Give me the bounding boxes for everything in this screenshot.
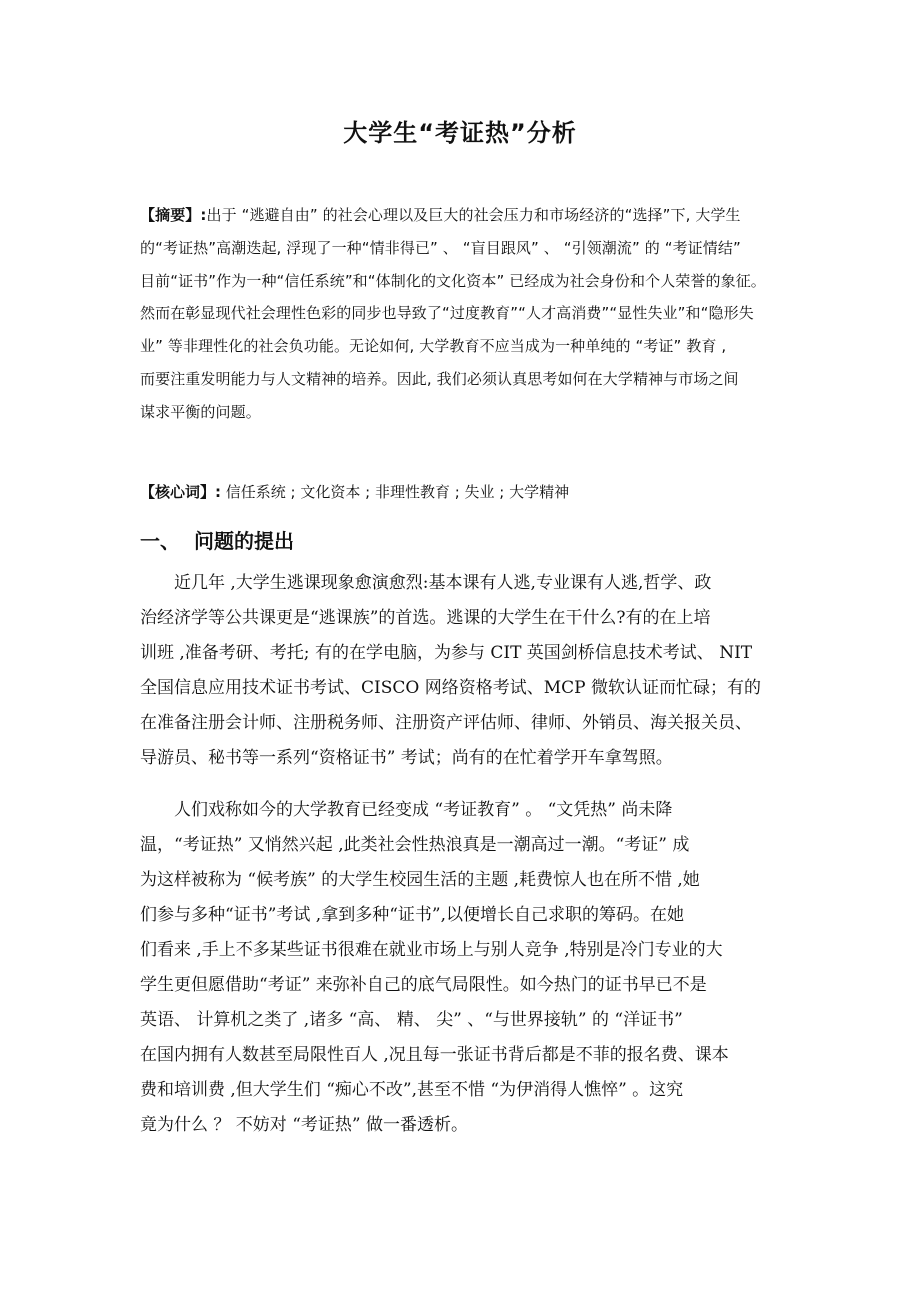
paragraph-line: 为这样被称为 “候考族” 的大学生校园生活的主题 ,耗费惊人也在所不惜 ,她: [140, 870, 700, 890]
abstract-line: 然而在彰显现代社会理性色彩的同步也导致了“过度教育”“人才高消费”“显性失业”和“隐形失: [140, 304, 754, 323]
abstract-line: 业” 等非理性化的社会负功能。无论如何, 大学教育不应当成为一种单纯的 “考证” 教育 ,: [140, 337, 727, 356]
paragraph-line: 在国内拥有人数甚至局限性百人 ,况且每一张证书背后都是不菲的报名费、课本: [140, 1045, 729, 1065]
paragraph-line: 学生更但愿借助“考证” 来弥补自己的底气局限性。如今热门的证书早已不是: [140, 975, 707, 995]
keywords-line: [140, 476, 800, 508]
paragraph-line: 们参与多种“证书”考试 ,拿到多种“证书”,以便增长自己求职的筹码。在她: [140, 905, 684, 925]
paragraph-line: 们看来 ,手上不多某些证书很难在就业市场上与别人竞争 ,特别是冷门专业的大: [140, 940, 723, 960]
document-title: 大学生“考证热”分析: [343, 119, 577, 147]
paragraph-line: 英语、 计算机之类了 ,诸多 “高、 精、 尖” 、“与世界接轨” 的 “洋证书”: [140, 1010, 683, 1030]
abstract-line: 的“考证热”高潮迭起, 浮现了一种“情非得已” 、 “盲目跟风” 、 “引领潮流” 的 “考证情结”: [140, 238, 741, 257]
paragraph-line: 人们戏称如今的大学教育已经变成 “考证教育” 。 “文凭热” 尚未降: [174, 800, 673, 820]
section-number: 一、: [140, 529, 180, 553]
paragraph-line: 导游员、秘书等一系列“资格证书” 考试；尚有的在忙着学开车拿驾照。: [140, 748, 673, 768]
section-heading: [140, 523, 294, 559]
paragraph-1: [140, 566, 808, 776]
paragraph-line: 竟为什么 ？ 不妨对 “考证热” 做一番透析。: [140, 1115, 468, 1135]
abstract-block: [140, 199, 788, 429]
abstract-label: 【摘要】:: [140, 206, 207, 224]
keywords-label: 【核心词】:: [140, 483, 221, 501]
paragraph-line: 全国信息应用技术证书考试、CISCO 网络资格考试、MCP 微软认证而忙碌；有的: [140, 678, 761, 698]
abstract-line: 而要注重发明能力与人文精神的培养。因此, 我们必须认真思考如何在大学精神与市场之间: [140, 369, 739, 388]
abstract-text: 出于 “逃避自由” 的社会心理以及巨大的社会压力和市场经济的“选择”下, 大学生: [206, 206, 741, 224]
abstract-line: 谋求平衡的问题。: [140, 402, 261, 421]
abstract-line: 目前“证书”作为一种“信任系统”和“体制化的文化资本” 已经成为社会身份和个人荣誉的象征。: [140, 271, 766, 290]
paragraph-line: 费和培训费 ,但大学生们 “痴心不改”,甚至不惜 “为伊消得人憔悴” 。这究: [140, 1080, 684, 1100]
paragraph-line: 治经济学等公共课更是“逃课族”的首选。逃课的大学生在干什么?有的在上培: [140, 608, 711, 628]
abstract-line: [140, 199, 788, 232]
paragraph-line: 近几年 ,大学生逃课现象愈演愈烈:基本课有人逃,专业课有人逃,哲学、政: [174, 573, 712, 593]
section-title: 问题的提出: [194, 529, 294, 553]
paragraph-line: 在准备注册会计师、注册税务师、注册资产评估师、律师、外销员、海关报关员、: [140, 713, 752, 733]
keywords-text: 信任系统 ; 文化资本 ; 非理性教育 ; 失业 ; 大学精神: [221, 483, 570, 501]
paragraph-line: 训班 ,准备考研、考托; 有的在学电脑，为参与 CIT 英国剑桥信息技术考试、 NIT: [140, 643, 753, 663]
paragraph-line: 温，“考证热” 又悄然兴起 ,此类社会性热浪真是一潮高过一潮。“考证” 成: [140, 835, 690, 855]
paragraph-2: [140, 793, 808, 1143]
